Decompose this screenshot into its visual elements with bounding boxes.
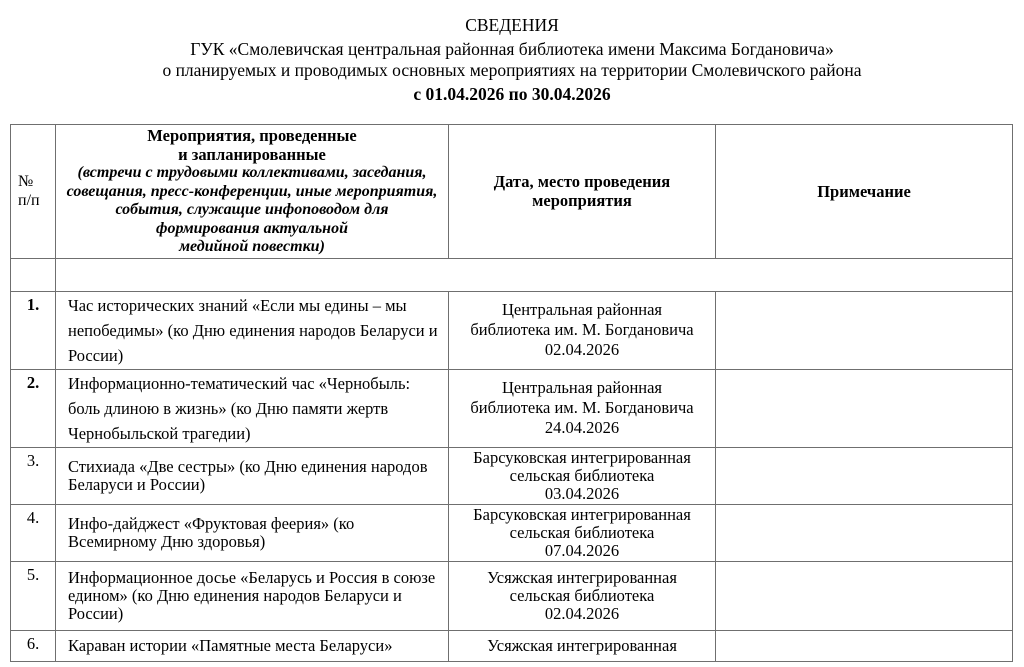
header-events-subtitle-line: события, служащие инфоповодом для xyxy=(115,201,389,218)
events-table-body xyxy=(11,125,1013,662)
table-header-row xyxy=(11,125,1013,259)
header-events-subtitle xyxy=(60,164,444,257)
header-events-subtitle-line: медийной повестки) xyxy=(179,238,325,255)
header-events-subtitle-line: (встречи с трудовыми коллективами, заседания, xyxy=(77,164,427,181)
date-place-cell xyxy=(449,504,716,561)
header-number-cell xyxy=(11,125,56,259)
spacer-merged-cell xyxy=(56,258,1013,291)
spacer-number-cell xyxy=(11,258,56,291)
place-line: Барсуковская интегрированная xyxy=(473,504,691,524)
place-line: сельская библиотека xyxy=(509,522,655,542)
place-line: Центральная районная xyxy=(501,378,663,397)
event-description-cell: Инфо-дайджест «Фруктовая феерия» (ко Всемирному Дню здоровья) xyxy=(56,504,449,561)
event-description-cell: Караван истории «Памятные места Беларуси» xyxy=(56,630,449,661)
header-events-subtitle-line: совещания, пресс-конференции, иные мероприятия, xyxy=(66,182,438,200)
document-header xyxy=(0,0,1024,105)
table-row xyxy=(11,291,1013,369)
row-number-cell: 3. xyxy=(11,447,56,504)
doc-period: с 01.04.2026 по 30.04.2026 xyxy=(413,84,611,104)
header-number-line: п/п xyxy=(18,192,40,210)
note-cell xyxy=(716,630,1013,661)
place-line: библиотека им. М. Богдановича xyxy=(470,398,694,417)
table-row xyxy=(11,561,1013,630)
note-cell xyxy=(716,291,1013,369)
date-place-cell xyxy=(449,630,716,661)
header-note-cell xyxy=(716,125,1013,259)
event-description-cell: Стихиада «Две сестры» (ко Дню единения народов Беларуси и России) xyxy=(56,447,449,504)
place-line: сельская библиотека xyxy=(509,585,655,605)
date-place-cell xyxy=(449,447,716,504)
place-line: Центральная районная xyxy=(501,300,663,319)
doc-subtitle-scope: о планируемых и проводимых основных мероприятиях на территории Смолевичского района xyxy=(162,60,862,80)
date-place-cell xyxy=(449,369,716,447)
header-events-cell xyxy=(56,125,449,259)
place-line: Барсуковская интегрированная xyxy=(473,447,691,467)
header-note-label: Примечание xyxy=(817,181,911,201)
spacer-row xyxy=(11,258,1013,291)
note-cell xyxy=(716,561,1013,630)
table-row xyxy=(11,630,1013,661)
note-cell xyxy=(716,447,1013,504)
place-line: сельская библиотека xyxy=(509,465,655,485)
place-line: библиотека им. М. Богдановича xyxy=(470,320,694,339)
header-number-line: № xyxy=(18,173,34,191)
note-cell xyxy=(716,504,1013,561)
header-date-place-cell xyxy=(449,125,716,259)
header-events-title: Мероприятия, проведенные xyxy=(147,126,357,145)
row-number-cell: 2. xyxy=(11,369,56,447)
table-row xyxy=(11,504,1013,561)
event-date: 02.04.2026 xyxy=(544,603,620,623)
table-row xyxy=(11,447,1013,504)
event-description-cell: Час исторических знаний «Если мы едины – мы непобедимы» (ко Дню единения народов Беларуси и России) xyxy=(56,291,449,369)
header-date-place-line: мероприятия xyxy=(532,191,632,211)
event-date: 03.04.2026 xyxy=(544,483,620,503)
table-row xyxy=(11,369,1013,447)
date-place-cell xyxy=(449,291,716,369)
row-number-cell: 4. xyxy=(11,504,56,561)
date-place-cell xyxy=(449,561,716,630)
row-number-cell: 5. xyxy=(11,561,56,630)
place-line: Усяжская интегрированная xyxy=(487,635,677,655)
row-number-cell: 1. xyxy=(11,291,56,369)
event-description-cell: Информационное досье «Беларусь и Россия в союзе едином» (ко Дню единения народов Беларуси и России) xyxy=(56,561,449,630)
events-table xyxy=(10,124,1013,662)
row-number-cell: 6. xyxy=(11,630,56,661)
event-date: 02.04.2026 xyxy=(544,340,620,359)
place-line: Усяжская интегрированная xyxy=(487,567,677,587)
note-cell xyxy=(716,369,1013,447)
header-events-title: и запланированные xyxy=(178,145,326,164)
doc-subtitle-organization: ГУК «Смолевичская центральная районная библиотека имени Максима Богдановича» xyxy=(190,39,834,59)
header-events-subtitle-line: формирования актуальной xyxy=(156,219,348,237)
header-date-place-line: Дата, место проведения xyxy=(493,172,671,192)
event-date: 07.04.2026 xyxy=(544,540,620,560)
event-description-cell: Информационно-тематический час «Чернобыль: боль длиною в жизнь» (ко Дню памяти жертв Чернобыльской трагедии) xyxy=(56,369,449,447)
event-date: 24.04.2026 xyxy=(544,418,620,437)
doc-title: СВЕДЕНИЯ xyxy=(465,15,559,35)
